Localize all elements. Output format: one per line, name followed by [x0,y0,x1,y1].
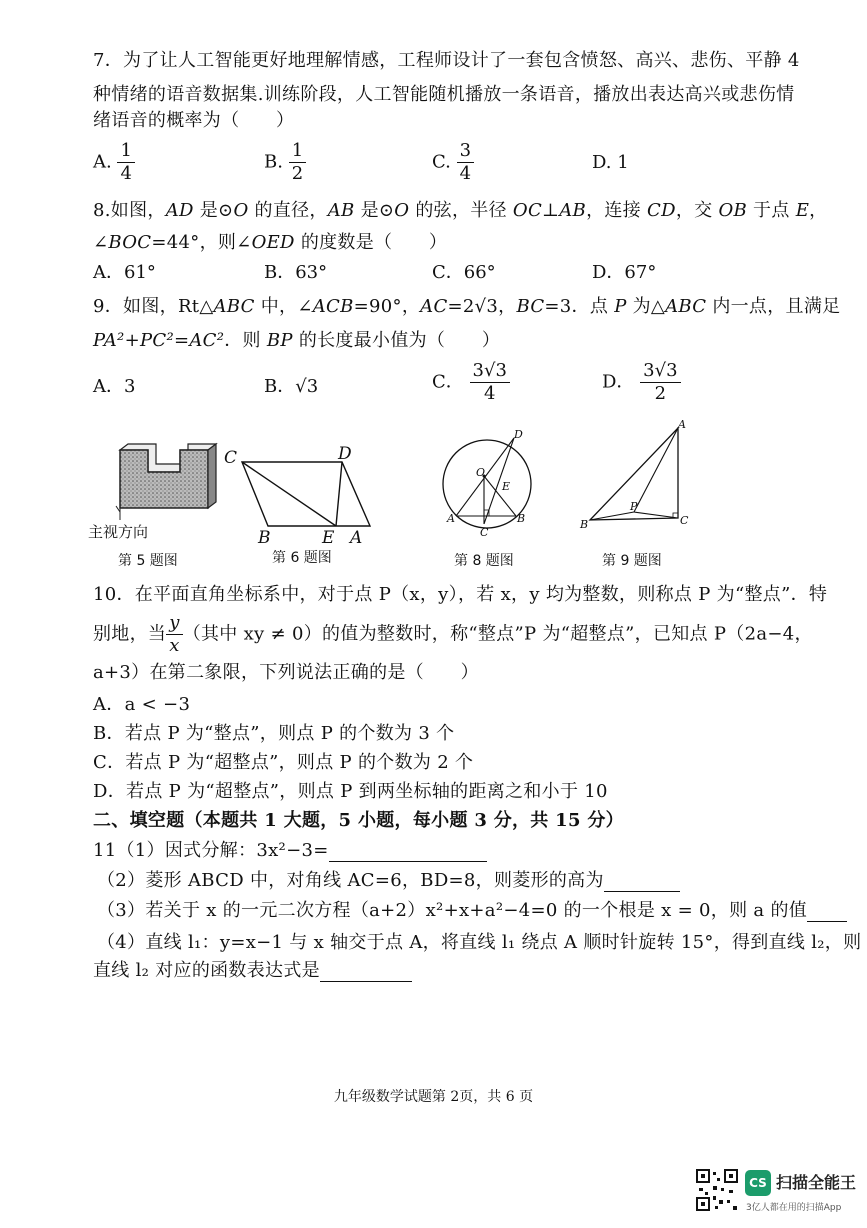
fig6-caption: 第 6 题图 [272,550,332,566]
fraction: $\frac{1}{4}$ [117,140,134,185]
fig8-caption: 第 8 题图 [454,553,514,569]
q8-line2: ∠BOC=44°，则∠OED 的度数是（ ） [93,232,448,253]
fig8-label-C: C [480,526,489,539]
q10-line1: 10．在平面直角坐标系中，对于点 P（x，y），若 x，y 均为整数，则称点 P 为“整点”．特 [93,584,828,605]
answer-blank [604,873,680,892]
q11-sub3: （3）若关于 x 的一元二次方程（a+2）x²+x+a²−4=0 的一个根是 x = 0，则 a 的值 [97,896,847,922]
fraction: $\frac{3}{4}$ [457,140,474,185]
fig8-label-E: E [502,480,511,493]
q8-option-b: B．63° [264,262,328,283]
q8-option-d: D．67° [592,262,657,283]
fig6-label-D: D [338,444,352,464]
fig6-label-E: E [322,528,335,548]
q11-sub4-line2: 直线 l₂ 对应的函数表达式是 [93,956,412,982]
answer-blank [329,843,487,862]
fig9-label-A: A [678,418,686,431]
camscanner-logo: CS [745,1170,771,1196]
q8-line1: 8.如图，AD 是⊙O 的直径，AB 是⊙O 的弦，半径 OC⊥AB，连接 CD，交 OB 于点 E， [93,200,828,221]
q7-option-a [93,140,135,185]
q11-sub1: 11（1）因式分解：3x²−3= [93,836,487,862]
q7-option-d: D. 1 [592,152,629,173]
fig6-label-C: C [224,448,238,468]
q10-option-b: B．若点 P 为“整点”，则点 P 的个数为 3 个 [93,723,455,744]
fig9-label-P: P [630,500,638,513]
q11-sub2: （2）菱形 ABCD 中，对角线 AC=6，BD=8，则菱形的高为 [97,866,680,892]
q9-line2: PA²+PC²=AC²．则 BP 的长度最小值为（ ） [93,330,501,351]
fig9-label-C: C [680,514,689,527]
fig5-caption: 第 5 题图 [118,553,178,569]
fraction: $\frac{3√3}{4}$ [470,360,510,405]
fig8-label-O: O [476,466,486,479]
fig8-label-D: D [514,428,523,441]
fig6-label-A: A [350,528,363,548]
q9-option-a: A．3 [93,376,136,397]
fig8-label-A: A [447,512,455,525]
q7-line1: 7．为了让人工智能更好地理解情感，工程师设计了一套包含愤怒、高兴、悲伤、平静 4 [93,50,800,71]
q10-option-c: C．若点 P 为“超整点”，则点 P 的个数为 2 个 [93,752,474,773]
q9-option-c: C． $\frac{3√3}{4}$ [432,360,510,405]
fraction: $\frac{1}{2}$ [289,140,306,185]
q10-line2: 别地，当 $\frac{y}{x}$ （其中 xy ≠ 0）的值为整数时，称“整点”P 为“超整点”，已知点 P（2a−4， [93,612,813,656]
q11-sub4-line1: （4）直线 l₁：y=x−1 与 x 轴交于点 A，将直线 l₁ 绕点 A 顺时针旋转 15°，得到直线 l₂，则 [97,932,862,953]
qr-code-icon [695,1168,739,1212]
fig6-label-B: B [258,528,271,548]
q9-line1: 9．如图，Rt△ABC 中，∠ACB=90°，AC=2√3，BC=3．点 P 为△ABC 内一点，且满足 [93,296,841,317]
fig9-caption: 第 9 题图 [602,553,662,569]
q7-option-b: B. $\frac{1}{2}$ [264,140,306,185]
fig9-label-B: B [580,518,589,531]
answer-blank [807,903,847,922]
q9-option-b: B．√3 [264,376,319,397]
q8-option-c: C．66° [432,262,496,283]
fig5-direction-label: 主视方向 [88,523,149,541]
option-label: A. [93,151,112,173]
q10-option-d: D．若点 P 为“超整点”，则点 P 到两坐标轴的距离之和小于 10 [93,781,608,802]
camscanner-tagline: 3亿人都在用的扫描App [746,1203,842,1213]
q10-option-a: A．a < −3 [93,694,191,715]
q7-line3: 绪语音的概率为（ ） [93,110,295,131]
fig8-label-B: B [517,512,526,525]
fraction: $\frac{3√3}{2}$ [640,360,680,405]
answer-blank [320,963,412,982]
q8-option-a: A．61° [93,262,156,283]
fraction: $\frac{y}{x}$ [166,612,182,657]
q7-line2: 种情绪的语音数据集.训练阶段，人工智能随机播放一条语音，播放出表达高兴或悲伤情 [93,84,795,105]
q7-option-c: C. $\frac{3}{4}$ [432,140,474,185]
q10-line3: a+3）在第二象限，下列说法正确的是（ ） [93,662,479,683]
q9-option-d: D． $\frac{3√3}{2}$ [602,360,681,405]
section2-title: 二、填空题（本题共 1 大题，5 小题，每小题 3 分，共 15 分） [93,810,624,831]
camscanner-name: 扫描全能王 [776,1173,857,1192]
page-footer: 九年级数学试题第 2页，共 6 页 [333,1089,534,1105]
